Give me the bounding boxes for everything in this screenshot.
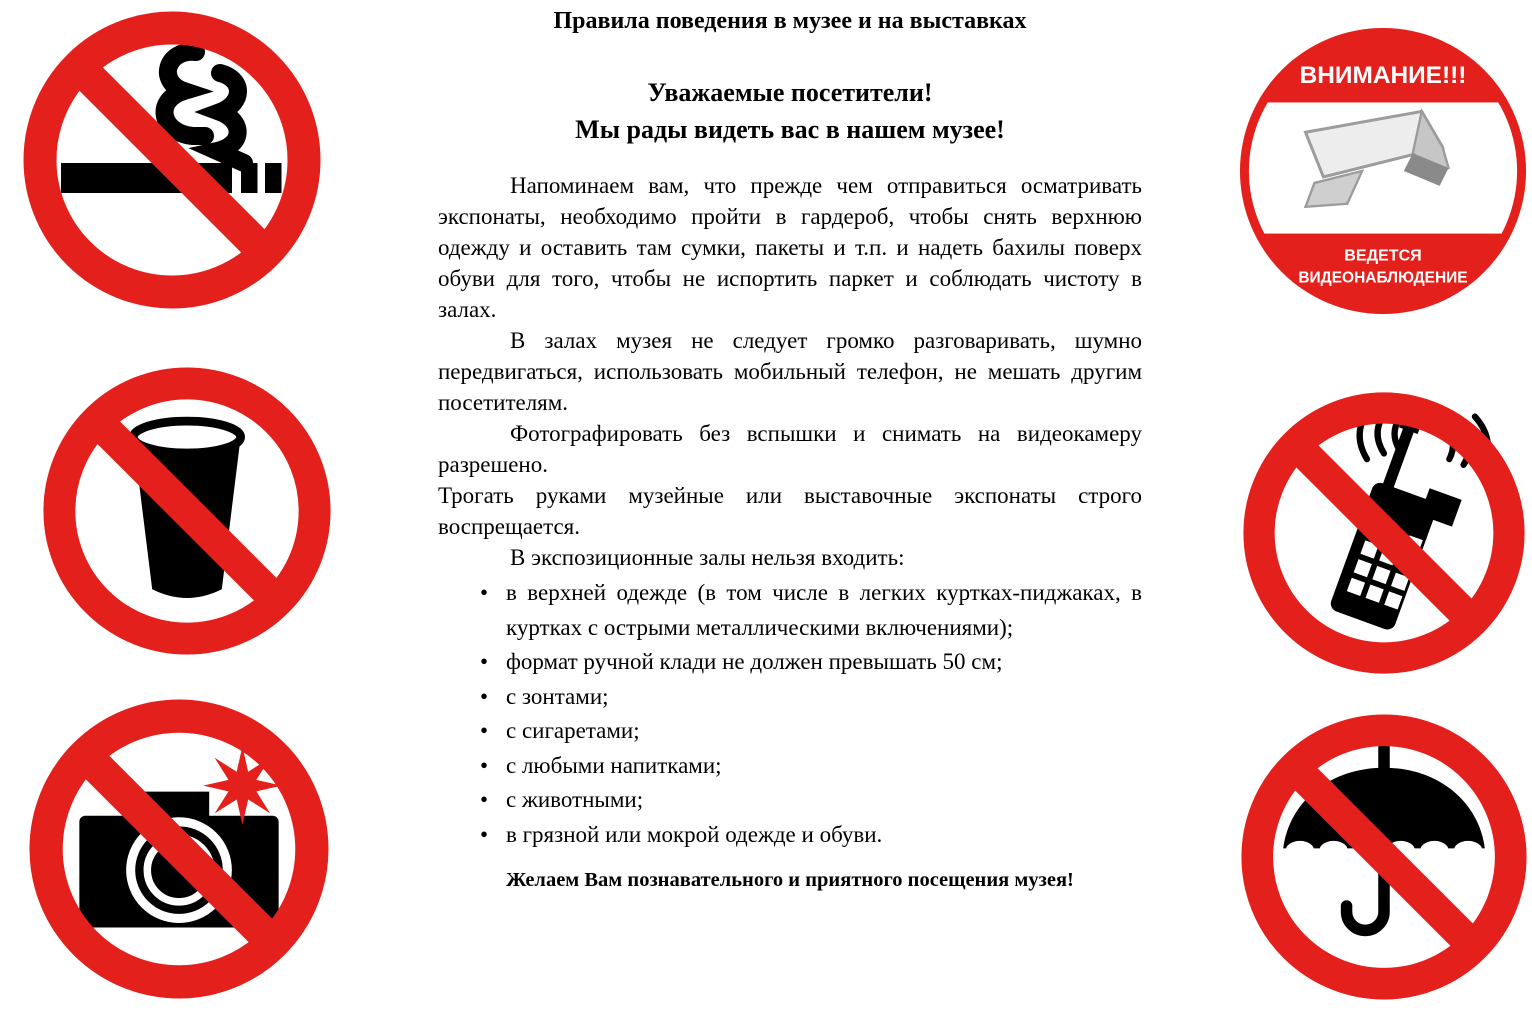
greeting	[438, 74, 1142, 148]
no-drinks-icon	[42, 366, 332, 656]
prohibited-items-list	[438, 576, 1142, 852]
page-title: Правила поведения в музее и на выставках	[553, 8, 1027, 34]
no-smoking-sign	[22, 10, 322, 310]
paragraph: Напоминаем вам, что прежде чем отправиться осматривать экспонаты, необходимо пройти в гардероб, чтобы снять верхнюю одежду и оставить там сумки, пакеты и т.п. и надеть бахилы поверх обуви для того, чтобы не испортить паркет и соблюдать чистоту в залах.	[438, 173, 1142, 322]
list-item: • с зонтами;	[506, 680, 1142, 715]
list-item: • формат ручной клади не должен превышать 50 см;	[506, 645, 1142, 680]
paragraph: В залах музея не следует громко разговаривать, шумно передвигаться, использовать мобильный телефон, не мешать другим посетителям.	[438, 328, 1142, 415]
greeting-line: Мы рады видеть вас в нашем музее!	[575, 115, 1005, 144]
list-item: • в грязной или мокрой одежде и обуви.	[506, 818, 1142, 853]
greeting-line: Уважаемые посетители!	[647, 78, 933, 107]
no-umbrella-icon	[1240, 708, 1528, 1006]
cctv-caption-line2: ВИДЕОНАБЛЮДЕНИЕ	[1298, 269, 1468, 287]
no-mobile-phone-sign	[1242, 390, 1526, 676]
list-item: • с любыми напитками;	[506, 749, 1142, 784]
list-item: • в верхней одежде (в том числе в легких куртках-пиджаках, в куртках с острыми металлическими включениями);	[506, 576, 1142, 645]
no-phone-icon	[1242, 390, 1526, 676]
no-smoking-icon	[22, 10, 322, 310]
no-drinks-sign	[42, 366, 332, 656]
list-item: • с сигаретами;	[506, 714, 1142, 749]
no-umbrella-sign	[1240, 708, 1528, 1006]
cctv-attention-label: ВНИМАНИЕ!!!	[1299, 62, 1467, 90]
list-item: • с животными;	[506, 783, 1142, 818]
paragraph: Трогать руками музейные или выставочные экспонаты строго воспрещается.	[438, 483, 1142, 539]
closing-wish: Желаем Вам познавательного и приятного посещения музея!	[506, 869, 1074, 891]
list-intro: В экспозиционные залы нельзя входить:	[510, 545, 905, 570]
no-photo-flash-sign	[28, 698, 330, 1000]
paragraph: Фотографировать без вспышки и снимать на видеокамеру разрешено.	[438, 421, 1142, 477]
cctv-caption-line1: ВЕДЕТСЯ	[1344, 246, 1422, 265]
cctv-warning-icon	[1234, 22, 1532, 320]
rules-document	[438, 6, 1142, 893]
cctv-warning-sign	[1234, 22, 1532, 320]
rules-body	[438, 170, 1142, 852]
no-photo-icon	[28, 698, 330, 1000]
